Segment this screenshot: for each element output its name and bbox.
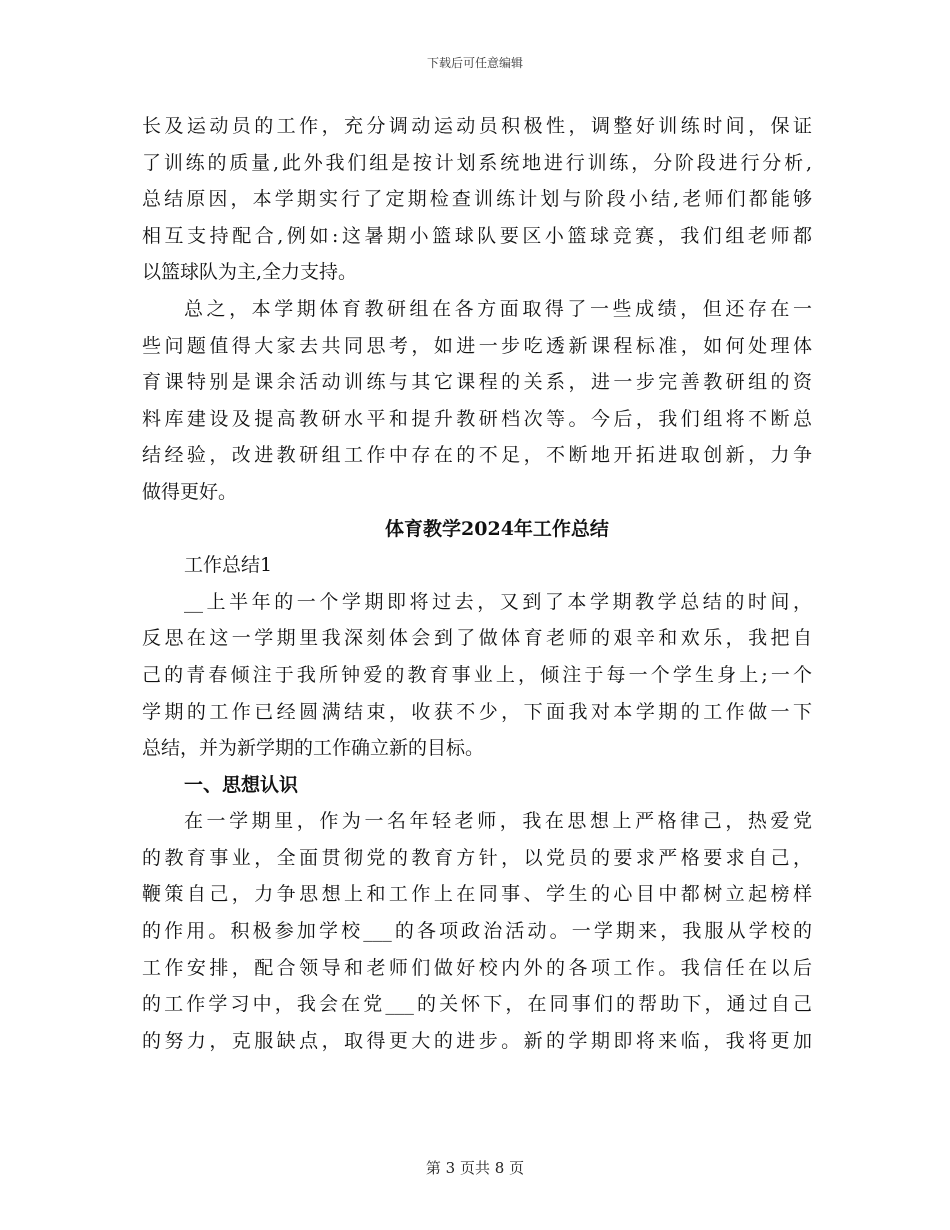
- text-line: 做得更好。: [142, 480, 238, 503]
- text-line: 总结，并为新学期的工作确立新的目标。: [142, 737, 485, 760]
- text-line: 总结原因，本学期实行了定期检查训练计划与阶段小结,老师们都能够: [142, 188, 812, 211]
- text-line: 总之，本学期体育教研组在各方面取得了一些成绩，但还存在一: [184, 297, 812, 320]
- text-line: 相互支持配合,例如:这暑期小篮球队要区小篮球竞赛，我们组老师都: [142, 224, 812, 247]
- paragraph-2: [142, 291, 812, 511]
- text-line: __上半年的一个学期即将过去，又到了本学期教学总结的时间，: [184, 590, 812, 613]
- text-line: 学期的工作已经圆满结束，收获不少，下面我对本学期的工作做一下: [142, 700, 812, 723]
- text-line: 结经验，改进教研组工作中存在的不足，不断地开拓进取创新，力争: [142, 444, 812, 467]
- text-line: 育课特别是课余活动训练与其它课程的关系，进一步完善教研组的资: [142, 371, 812, 394]
- page-header: 下载后可任意编辑: [426, 56, 523, 70]
- page-footer: 第 3 页共 8 页: [425, 1159, 525, 1177]
- paragraph-1: [142, 108, 812, 291]
- text-line: 鞭策自己，力争思想上和工作上在同事、学生的心目中都树立起榜样: [142, 883, 812, 906]
- text-line: 些问题值得大家去共同思考，如进一步吃透新课程标准，如何处理体: [142, 334, 812, 357]
- text-line: 己的青春倾注于我所钟爱的教育事业上，倾注于每一个学生身上;一个: [142, 663, 812, 686]
- section-title: 体育教学2024年工作总结: [385, 517, 609, 540]
- text-line: 的工作学习中，我会在党___的关怀下，在同事们的帮助下，通过自己: [142, 993, 812, 1016]
- text-line: 了训练的质量,此外我们组是按计划系统地进行训练，分阶段进行分析,: [142, 151, 812, 174]
- text-line: 的教育事业，全面贯彻党的教育方针，以党员的要求严格要求自己，: [142, 846, 812, 869]
- paragraph-4: [142, 803, 812, 1059]
- text-line: 长及运动员的工作，充分调动运动员积极性，调整好训练时间，保证: [142, 115, 812, 137]
- paragraph-3: [142, 584, 812, 767]
- text-line: 工作安排，配合领导和老师们做好校内外的各项工作。我信任在以后: [142, 956, 812, 979]
- text-line: 的努力，克服缺点，取得更大的进步。新的学期即将来临，我将更加: [142, 1029, 812, 1052]
- text-line: 料库建设及提高教研水平和提升教研档次等。今后，我们组将不断总: [142, 407, 812, 430]
- text-line: 的作用。积极参加学校___的各项政治活动。一学期来，我服从学校的: [142, 920, 812, 943]
- text-line: 在一学期里，作为一名年轻老师，我在思想上严格律己，热爱党: [184, 810, 812, 833]
- document-body: [142, 108, 812, 1059]
- text-line: 反思在这一学期里我深刻体会到了做体育老师的艰辛和欢乐，我把自: [142, 627, 812, 650]
- text-line: 以篮球队为主,全力支持。: [142, 261, 358, 284]
- heading-thinking: 一、思想认识: [184, 773, 299, 796]
- subtitle: 工作总结1: [184, 554, 273, 577]
